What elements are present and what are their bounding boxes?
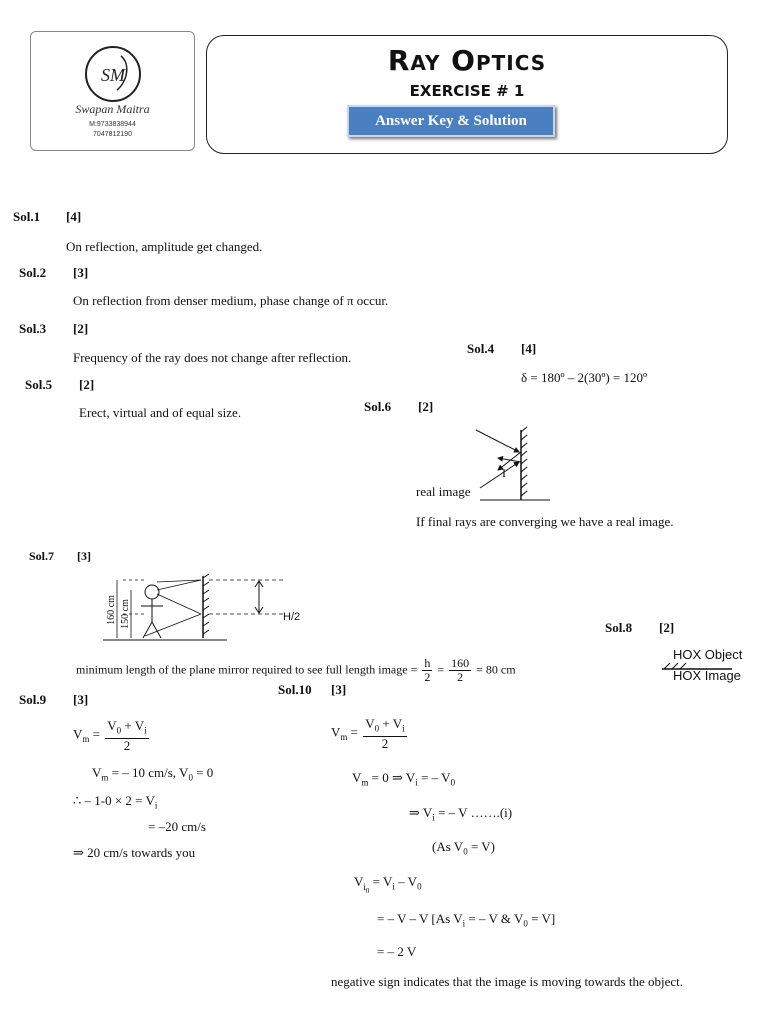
sol7-answer: [3]: [77, 549, 91, 563]
frac2-num: 160: [451, 656, 470, 670]
exercise-number: EXERCISE # 1: [409, 82, 525, 100]
sol7-mirror-diagram: [95, 572, 315, 644]
sol10-line5: $V_{i_0} = V_i - V_0$: [354, 874, 422, 895]
sol7-dim-h2: H/2: [283, 611, 301, 623]
sol4-text: δ = 180º – 2(30º) = 120º: [521, 370, 648, 385]
sol7-dim-160: 160 cm: [106, 595, 117, 625]
sol6-image-mark: I: [502, 466, 506, 480]
sol3-answer: [2]: [73, 321, 89, 336]
frac2-den: 2: [457, 670, 464, 684]
sol9-line2: $V_m$ = – 10 cm/s, $V_0 = 0$: [92, 765, 214, 783]
sol6-answer: [2]: [418, 399, 434, 414]
sol9-line3: ∴ – $1-0 \times 2 = V_i$: [73, 793, 158, 811]
sol5-answer: [2]: [79, 377, 95, 392]
sol7-label: Sol.7: [29, 549, 55, 563]
sol7-fraction-1: [422, 657, 432, 684]
sol9-fraction: [105, 719, 148, 752]
sol1-answer: [4]: [66, 209, 82, 224]
frac1-den: 2: [424, 670, 431, 684]
author-monogram-icon: [81, 42, 145, 106]
sol10-fraction: $\frac{V_0 + V_i}{2}$: [365, 716, 405, 751]
author-name: Swapan Maitra: [75, 102, 150, 116]
author-logo-card: [30, 31, 195, 151]
sol2-answer: [3]: [73, 265, 89, 280]
sol10-answer: [3]: [331, 682, 347, 697]
sol9-vm: V: [73, 726, 83, 742]
sol3-text: Frequency of the ray does not change after reflection.: [73, 350, 352, 365]
sol5-label: Sol.5: [25, 377, 53, 392]
sol1-label: Sol.1: [13, 209, 41, 224]
title-panel: [206, 35, 728, 154]
sol10-line3: ⇒ $V_i$ = – V …….(i): [409, 805, 513, 823]
sol9-answer: [3]: [73, 692, 89, 707]
sol2-label: Sol.2: [19, 265, 47, 280]
author-phone-2: 7047812190: [93, 131, 132, 138]
sol7-result: = 80 cm: [476, 662, 516, 677]
sol3-label: Sol.3: [19, 321, 47, 336]
sol10-conclusion: negative sign indicates that the image is moving towards the object.: [331, 974, 683, 989]
sol9-line4: = –20 cm/s: [148, 819, 206, 834]
sol9-label: Sol.9: [19, 692, 47, 707]
sol4-answer: [4]: [521, 341, 537, 356]
sol10-line2: $V_m = 0$ ⇒ $V_i$ = – $V_0$: [352, 770, 456, 788]
frac1-num: h: [424, 656, 431, 670]
sol8-line1: HOX Object: [673, 647, 743, 662]
author-phone-1: M:9733838944: [89, 121, 136, 128]
sol7-equation: [76, 657, 516, 684]
sol9-num: $V_0 + V_i$: [105, 719, 148, 739]
logo-initials: SM: [101, 65, 125, 85]
sol9-line1: [73, 719, 151, 752]
sol9-vm-sub: m: [82, 733, 90, 744]
sol9-eq: =: [92, 726, 100, 742]
sol2-text: On reflection from denser medium, phase change of π occur.: [73, 293, 389, 308]
sol4-label: Sol.4: [467, 341, 495, 356]
sol7-eq: =: [437, 662, 445, 677]
sol10-line6: = – V – V [As $V_i$ = – V & $V_0 = V$]: [377, 911, 556, 929]
sol10-line7: = – 2 V: [377, 944, 417, 959]
sol9-line5: ⇒ 20 cm/s towards you: [73, 845, 196, 860]
sol6-real-image-label: real image: [416, 484, 471, 499]
sol6-label: Sol.6: [364, 399, 392, 414]
sol7-dim-150: 150 cm: [120, 599, 131, 629]
sol10-label: Sol.10: [278, 682, 312, 697]
sol8-label: Sol.8: [605, 620, 633, 635]
sol6-text: If final rays are converging we have a real image.: [416, 514, 674, 529]
answer-key-banner: Answer Key & Solution: [347, 105, 555, 137]
sol5-text: Erect, virtual and of equal size.: [79, 405, 242, 420]
page-title: Ray Optics: [387, 44, 547, 77]
sol8-answer: [2]: [659, 620, 675, 635]
sol7-text: minimum length of the plane mirror required to see full length image =: [76, 662, 418, 677]
sol9-den: 2: [123, 737, 131, 753]
sol10-line4: (As $V_0 = V$): [432, 839, 496, 857]
sol1-text: On reflection, amplitude get changed.: [66, 239, 263, 254]
sol10-line1: $V_m$ = $\frac{V_0 + V_i}{2}$: [331, 716, 405, 751]
sol7-fraction-2: [449, 657, 471, 684]
sol8-line2: HOX Image: [673, 668, 741, 683]
